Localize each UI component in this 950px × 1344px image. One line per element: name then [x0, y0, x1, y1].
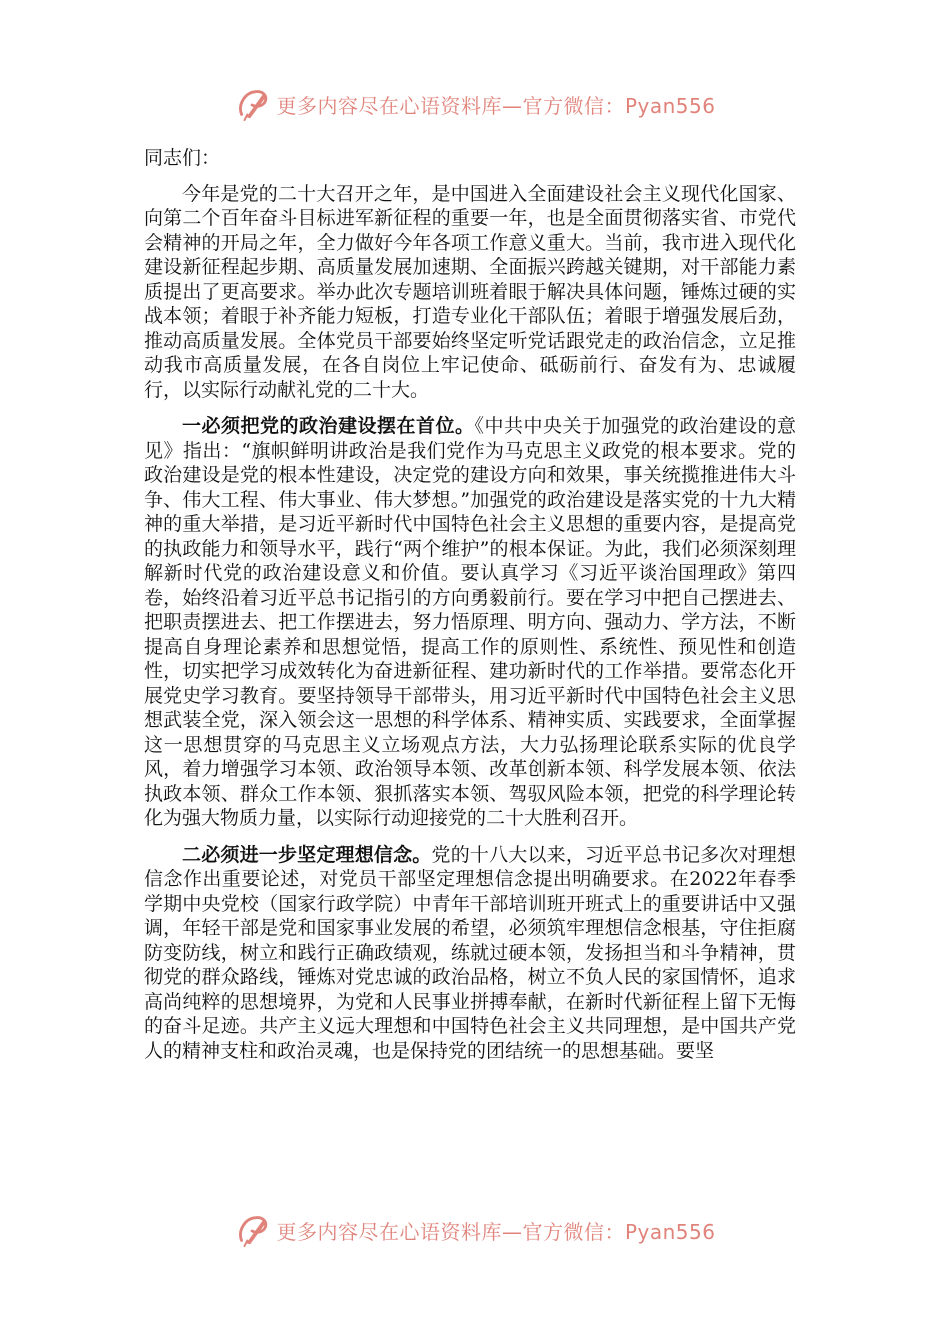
header-watermark [0, 84, 950, 124]
greeting: 同志们： [144, 147, 221, 169]
document-body [144, 146, 796, 1075]
watermark-text: 更多内容尽在心语资料库—官方微信：Pyan556 [276, 93, 716, 118]
intro-paragraph: 今年是党的二十大召开之年，是中国进入全面建设社会主义现代化国家、向第二个百年奋斗目标进军新征程的重要一年，也是全面贯彻落实省、市党代会精神的开局之年，全力做好今年各项工作意义重大。当前，我市进入现代化建设新征程起步期、高质量发展加速期、全面振兴跨越关键期，对干部能力素质提出了更高要求。举办此次专题培训班着眼于解决具体问题，锤炼过硬的实战本领；着眼于补齐能力短板，打造专业化干部队伍；着眼于增强发展后劲，推动高质量发展。全体党员干部要始终坚定听党话跟党走的政治信念，立足推动我市高质量发展，在各自岗位上牢记使命、砥砺前行、奋发有为、忠诚履行，以实际行动献礼党的二十大。 [144, 182, 796, 401]
watermark-text: 更多内容尽在心语资料库—官方微信：Pyan556 [276, 1219, 716, 1244]
footer-watermark [0, 1210, 950, 1250]
section1-body: 《中共中央关于加强党的政治建设的意见》指出：“旗帜鲜明讲政治是我们党作为马克思主义政党的根本要求。党的政治建设是党的根本性建设，决定党的建设方向和效果，事关统揽推进伟大斗争、伟大工程、伟大事业、伟大梦想。”加强党的政治建设是落实党的十九大精神的重大举措，是习近平新时代中国特色社会主义思想的重要内容，是提高党的执政能力和领导水平，践行“两个维护”的根本保证。为此，我们必须深刻理解新时代党的政治建设意义和价值。要认真学习《习近平谈治国理政》第四卷，始终沿着习近平总书记指引的方向勇毅前行。要在学习中把自己摆进去、把职责摆进去、把工作摆进去，努力悟原理、明方向、强动力、学方法，不断提高自身理论素养和思想觉悟，提高工作的原则性、系统性、预见性和创造性，切实把学习成效转化为奋进新征程、建功新时代的工作举措。要常态化开展党史学习教育。要坚持领导干部带头，用习近平新时代中国特色社会主义思想武装全党，深入领会这一思想的科学体系、精神实质、实践要求，全面掌握这一思想贯穿的马克思主义立场观点方法，大力弘扬理论联系实际的优良学风，着力增强学习本领、政治领导本领、改革创新本领、科学发展本领、依法执政本领、群众工作本领、狠抓落实本领、驾驭风险本领，把党的科学理论转化为强大物质力量，以实际行动迎接党的二十大胜利召开。 [144, 415, 796, 829]
section2-body: 党的十八大以来，习近平总书记多次对理想信念作出重要论述，对党员干部坚定理想信念提出明确要求。在2022年春季学期中央党校（国家行政学院）中青年干部培训班开班式上的重要讲话中又强调，年轻干部是党和国家事业发展的希望，必须筑牢理想信念根基，守住拒腐防变防线，树立和践行正确政绩观，练就过硬本领，发扬担当和斗争精神，贯彻党的群众路线，锤炼对党忠诚的政治品格，树立不负人民的家国情怀，追求高尚纯粹的思想境界，为党和人民事业拼搏奉献，在新时代新征程上留下无悔的奋斗足迹。共产主义远大理想和中国特色社会主义共同理想，是中国共产党人的精神支柱和政治灵魂，也是保持党的团结统一的思想基础。要坚 [144, 843, 796, 1062]
quill-logo-icon [234, 85, 272, 123]
section2-paragraph [144, 843, 796, 1064]
section1-heading: 一必须把党的政治建设摆在首位。 [182, 415, 475, 437]
section2-heading: 二必须进一步坚定理想信念。 [182, 843, 432, 866]
quill-logo-icon [234, 1211, 272, 1249]
section1-paragraph [144, 414, 796, 831]
